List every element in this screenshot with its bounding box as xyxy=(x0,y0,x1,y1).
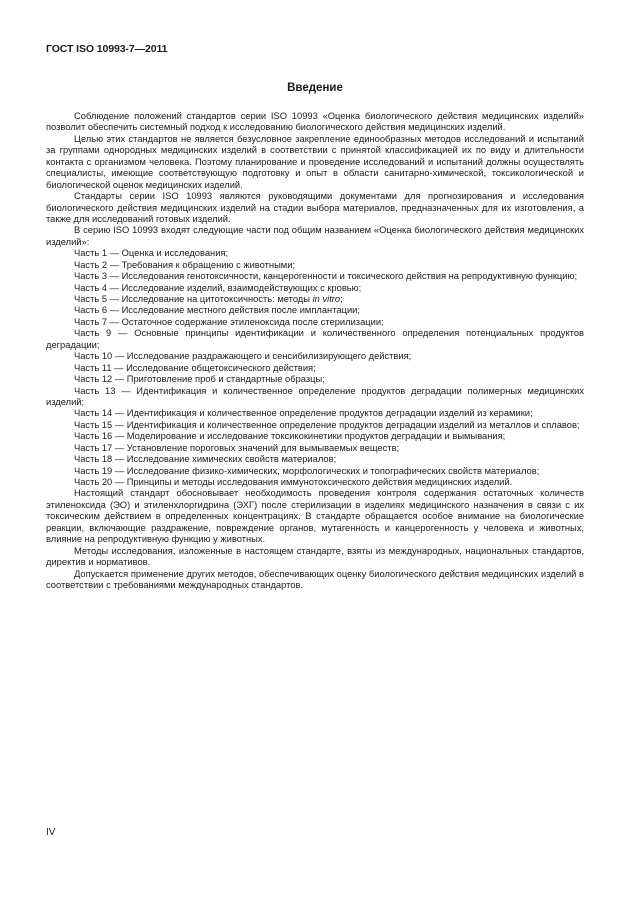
list-item: Часть 7 — Остаточное содержание этиленоксида после стерилизации; xyxy=(74,316,384,327)
list-item: Часть 20 — Принципы и методы исследования иммунотоксического действия медицинских изделий. xyxy=(74,477,513,487)
list-item: Часть 14 — Идентификация и количественное определение продуктов деградации изделий из керамики; xyxy=(74,408,533,419)
list-item: Часть 2 — Требования к обращению с животными; xyxy=(74,259,296,270)
list-item: Часть 18 — Исследование химических свойств материалов; xyxy=(74,454,337,465)
paragraph: Допускается применение других методов, обеспечивающих оценку биологического действия медицинских изделий в соответствии с требованиями международных стандартов. xyxy=(46,568,584,590)
paragraph: Целью этих стандартов не является безусловное закрепление единообразных методов исследований и испытаний за группами однородных медицинских изделий в соответствии с принятой классификацией их по виду и длительности контакта с организмом человека. Поэтому планирование и проведение исследований и испытаний должны осуществлять специалисты, имеющие соответствующую подготовку и опыт в области санитарно-химической, токсикологической и биологической оценок медицинских изделий. xyxy=(46,133,584,190)
body-text xyxy=(46,111,584,591)
list-item: Часть 16 — Моделирование и исследование токсикокинетики продуктов деградации и вымывания; xyxy=(74,431,506,442)
list-item: Часть 17 — Установление пороговых значений для вымываемых веществ; xyxy=(74,442,400,453)
paragraph: Соблюдение положений стандартов серии ISO 10993 «Оценка биологического действия медицинских изделий» позволит обеспечить системный подход к исследованию биологического действия медицинских изделий. xyxy=(46,111,584,133)
paragraph: Методы исследования, изложенные в настоящем стандарте, взяты из международных, национальных стандартов, директив и нормативов. xyxy=(46,545,584,568)
list-item: Часть 12 — Приготовление проб и стандартные образцы; xyxy=(74,374,325,385)
list-item: Часть 15 — Идентификация и количественное определение продуктов деградации изделий из металлов и сплавов; xyxy=(74,419,580,430)
page-number: IV xyxy=(46,827,56,838)
list-item: Часть 4 — Исследование изделий, взаимодействующих с кровью; xyxy=(74,282,362,293)
paragraph: В серию ISO 10993 входят следующие части под общим названием «Оценка биологического действия медицинских изделий»: xyxy=(46,225,584,247)
paragraph: Настоящий стандарт обосновывает необходимость проведения контроля содержания остаточных количеств этиленоксида (ЭО) и этиленхлоргидрина (ЭХГ) после стерилизации в изделиях медицинского назначения в связи с их токсическим действием в определенных концентрациях. В стандарте обращается особое внимание на биологические реакции, включающие раздражение, повреждение органов, мутагенность и канцерогенность у человека и животных, влияние на репродуктивную функцию у животных. xyxy=(46,488,584,545)
document-id-header: ГОСТ ISO 10993-7—2011 xyxy=(46,43,168,55)
list-item: Часть 13 — Идентификация и количественное определение продуктов деградации полимерных медицинских изделий; xyxy=(46,385,584,407)
list-item: Часть 6 — Исследование местного действия после имплантации; xyxy=(74,305,360,316)
list-item: Часть 10 — Исследование раздражающего и сенсибилизирующего действия; xyxy=(74,351,412,362)
list-item: Часть 1 — Оценка и исследования; xyxy=(74,248,229,259)
paragraph: Стандарты серии ISO 10993 являются руководящими документами для прогнозирования и исследования биологического действия медицинских изделий на стадии выбора материалов, предназначенных для их изготовления, а также для исследований готовых изделий. xyxy=(46,191,584,224)
list-item: Часть 9 — Основные принципы идентификации и количественного определения потенциальных продуктов деградации; xyxy=(46,328,584,350)
list-item: Часть 19 — Исследование физико-химических, морфологических и топографических свойств материалов; xyxy=(74,465,540,476)
list-item: Часть 5 — Исследование на цитотоксичность: методы in vitro; xyxy=(74,294,343,304)
section-title: Введение xyxy=(287,82,343,94)
list-item: Часть 3 — Исследования генотоксичности, канцерогенности и токсического действия на репродуктивную функцию; xyxy=(74,271,578,282)
list-item: Часть 11 — Исследование общетоксического действия; xyxy=(74,362,316,373)
